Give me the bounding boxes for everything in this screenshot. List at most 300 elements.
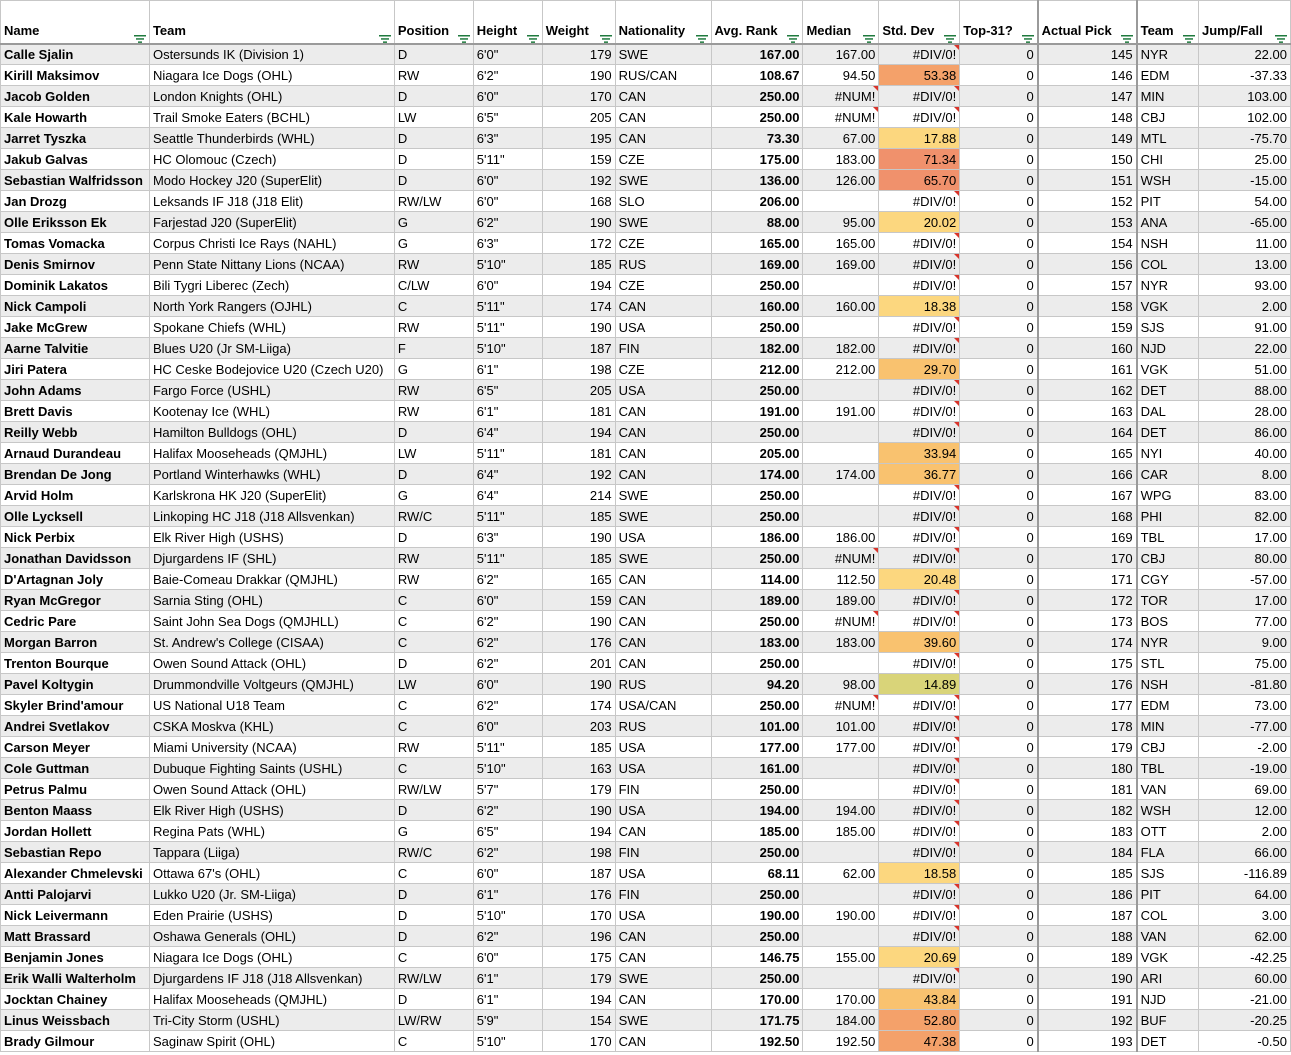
- cell-actual-pick[interactable]: 192: [1038, 1010, 1137, 1031]
- cell-actual-pick[interactable]: 162: [1038, 380, 1137, 401]
- cell-actual-pick[interactable]: 193: [1038, 1031, 1137, 1052]
- cell-std-dev[interactable]: #DIV/0!: [879, 401, 960, 422]
- cell-jump-fall[interactable]: 69.00: [1199, 779, 1291, 800]
- cell-actual-pick[interactable]: 153: [1038, 212, 1137, 233]
- cell-height[interactable]: 5'11": [473, 149, 542, 170]
- cell-weight[interactable]: 192: [542, 464, 615, 485]
- cell-height[interactable]: 6'0": [473, 716, 542, 737]
- cell-name[interactable]: Cole Guttman: [1, 758, 150, 779]
- cell-actual-pick[interactable]: 191: [1038, 989, 1137, 1010]
- cell-top-31[interactable]: 0: [960, 464, 1038, 485]
- cell-std-dev[interactable]: #DIV/0!: [879, 779, 960, 800]
- cell-pick-team[interactable]: TBL: [1137, 758, 1199, 779]
- cell-median[interactable]: 186.00: [803, 527, 879, 548]
- cell-median[interactable]: [803, 842, 879, 863]
- cell-nationality[interactable]: USA: [615, 800, 711, 821]
- filter-icon[interactable]: [379, 30, 391, 40]
- cell-avg-rank[interactable]: 108.67: [711, 65, 803, 86]
- cell-pick-team[interactable]: TBL: [1137, 527, 1199, 548]
- cell-pick-team[interactable]: NYR: [1137, 44, 1199, 65]
- cell-position[interactable]: RW/C: [394, 842, 473, 863]
- cell-actual-pick[interactable]: 151: [1038, 170, 1137, 191]
- cell-actual-pick[interactable]: 176: [1038, 674, 1137, 695]
- cell-top-31[interactable]: 0: [960, 296, 1038, 317]
- cell-median[interactable]: [803, 758, 879, 779]
- cell-top-31[interactable]: 0: [960, 989, 1038, 1010]
- cell-avg-rank[interactable]: 212.00: [711, 359, 803, 380]
- cell-jump-fall[interactable]: 80.00: [1199, 548, 1291, 569]
- cell-median[interactable]: [803, 380, 879, 401]
- cell-jump-fall[interactable]: 83.00: [1199, 485, 1291, 506]
- cell-pick-team[interactable]: VAN: [1137, 926, 1199, 947]
- cell-actual-pick[interactable]: 175: [1038, 653, 1137, 674]
- cell-weight[interactable]: 195: [542, 128, 615, 149]
- cell-weight[interactable]: 187: [542, 863, 615, 884]
- cell-actual-pick[interactable]: 171: [1038, 569, 1137, 590]
- cell-weight[interactable]: 194: [542, 422, 615, 443]
- cell-position[interactable]: RW: [394, 569, 473, 590]
- cell-team[interactable]: US National U18 Team: [149, 695, 394, 716]
- cell-std-dev[interactable]: 43.84: [879, 989, 960, 1010]
- cell-std-dev[interactable]: 18.58: [879, 863, 960, 884]
- cell-actual-pick[interactable]: 150: [1038, 149, 1137, 170]
- cell-weight[interactable]: 176: [542, 884, 615, 905]
- cell-position[interactable]: RW: [394, 548, 473, 569]
- cell-height[interactable]: 6'0": [473, 863, 542, 884]
- cell-nationality[interactable]: FIN: [615, 779, 711, 800]
- cell-jump-fall[interactable]: 25.00: [1199, 149, 1291, 170]
- cell-nationality[interactable]: USA: [615, 527, 711, 548]
- cell-actual-pick[interactable]: 157: [1038, 275, 1137, 296]
- cell-top-31[interactable]: 0: [960, 380, 1038, 401]
- cell-avg-rank[interactable]: 177.00: [711, 737, 803, 758]
- cell-median[interactable]: [803, 968, 879, 989]
- cell-median[interactable]: 165.00: [803, 233, 879, 254]
- cell-position[interactable]: D: [394, 926, 473, 947]
- cell-height[interactable]: 6'1": [473, 401, 542, 422]
- cell-pick-team[interactable]: COL: [1137, 254, 1199, 275]
- cell-median[interactable]: 155.00: [803, 947, 879, 968]
- cell-jump-fall[interactable]: 22.00: [1199, 338, 1291, 359]
- cell-weight[interactable]: 201: [542, 653, 615, 674]
- header-team-2[interactable]: [1137, 1, 1199, 44]
- cell-name[interactable]: Pavel Koltygin: [1, 674, 150, 695]
- cell-top-31[interactable]: 0: [960, 422, 1038, 443]
- cell-jump-fall[interactable]: -15.00: [1199, 170, 1291, 191]
- filter-icon[interactable]: [1022, 30, 1034, 40]
- cell-name[interactable]: Petrus Palmu: [1, 779, 150, 800]
- cell-team[interactable]: Corpus Christi Ice Rays (NAHL): [149, 233, 394, 254]
- cell-jump-fall[interactable]: 62.00: [1199, 926, 1291, 947]
- cell-weight[interactable]: 205: [542, 380, 615, 401]
- cell-jump-fall[interactable]: 75.00: [1199, 653, 1291, 674]
- cell-height[interactable]: 5'9": [473, 1010, 542, 1031]
- cell-avg-rank[interactable]: 194.00: [711, 800, 803, 821]
- cell-position[interactable]: LW: [394, 107, 473, 128]
- cell-weight[interactable]: 190: [542, 674, 615, 695]
- cell-nationality[interactable]: CAN: [615, 1031, 711, 1052]
- cell-height[interactable]: 6'5": [473, 380, 542, 401]
- cell-team[interactable]: Niagara Ice Dogs (OHL): [149, 947, 394, 968]
- cell-std-dev[interactable]: 52.80: [879, 1010, 960, 1031]
- cell-jump-fall[interactable]: 2.00: [1199, 296, 1291, 317]
- cell-top-31[interactable]: 0: [960, 191, 1038, 212]
- cell-std-dev[interactable]: #DIV/0!: [879, 716, 960, 737]
- cell-pick-team[interactable]: VGK: [1137, 359, 1199, 380]
- cell-pick-team[interactable]: DAL: [1137, 401, 1199, 422]
- cell-team[interactable]: St. Andrew's College (CISAA): [149, 632, 394, 653]
- cell-nationality[interactable]: CAN: [615, 611, 711, 632]
- cell-std-dev[interactable]: #DIV/0!: [879, 968, 960, 989]
- cell-nationality[interactable]: CAN: [615, 107, 711, 128]
- cell-actual-pick[interactable]: 166: [1038, 464, 1137, 485]
- cell-team[interactable]: Ostersunds IK (Division 1): [149, 44, 394, 65]
- cell-actual-pick[interactable]: 165: [1038, 443, 1137, 464]
- cell-avg-rank[interactable]: 182.00: [711, 338, 803, 359]
- cell-pick-team[interactable]: WSH: [1137, 800, 1199, 821]
- cell-height[interactable]: 6'2": [473, 65, 542, 86]
- filter-icon[interactable]: [863, 30, 875, 40]
- cell-height[interactable]: 6'5": [473, 107, 542, 128]
- cell-position[interactable]: D: [394, 44, 473, 65]
- cell-top-31[interactable]: 0: [960, 170, 1038, 191]
- cell-avg-rank[interactable]: 169.00: [711, 254, 803, 275]
- cell-jump-fall[interactable]: 13.00: [1199, 254, 1291, 275]
- cell-height[interactable]: 6'5": [473, 821, 542, 842]
- cell-team[interactable]: Miami University (NCAA): [149, 737, 394, 758]
- cell-nationality[interactable]: CAN: [615, 128, 711, 149]
- cell-pick-team[interactable]: NJD: [1137, 989, 1199, 1010]
- cell-team[interactable]: Owen Sound Attack (OHL): [149, 653, 394, 674]
- cell-name[interactable]: Reilly Webb: [1, 422, 150, 443]
- cell-weight[interactable]: 190: [542, 527, 615, 548]
- cell-median[interactable]: 189.00: [803, 590, 879, 611]
- cell-position[interactable]: C: [394, 590, 473, 611]
- cell-median[interactable]: 94.50: [803, 65, 879, 86]
- cell-height[interactable]: 6'2": [473, 212, 542, 233]
- cell-median[interactable]: [803, 779, 879, 800]
- cell-height[interactable]: 6'0": [473, 170, 542, 191]
- cell-actual-pick[interactable]: 182: [1038, 800, 1137, 821]
- cell-team[interactable]: Trail Smoke Eaters (BCHL): [149, 107, 394, 128]
- cell-weight[interactable]: 176: [542, 632, 615, 653]
- cell-std-dev[interactable]: 29.70: [879, 359, 960, 380]
- cell-actual-pick[interactable]: 156: [1038, 254, 1137, 275]
- cell-top-31[interactable]: 0: [960, 212, 1038, 233]
- cell-height[interactable]: 6'0": [473, 674, 542, 695]
- cell-avg-rank[interactable]: 250.00: [711, 317, 803, 338]
- cell-avg-rank[interactable]: 94.20: [711, 674, 803, 695]
- cell-name[interactable]: Jarret Tyszka: [1, 128, 150, 149]
- cell-std-dev[interactable]: 47.38: [879, 1031, 960, 1052]
- cell-std-dev[interactable]: 39.60: [879, 632, 960, 653]
- cell-height[interactable]: 5'11": [473, 548, 542, 569]
- cell-team[interactable]: Fargo Force (USHL): [149, 380, 394, 401]
- cell-top-31[interactable]: 0: [960, 611, 1038, 632]
- cell-median[interactable]: 190.00: [803, 905, 879, 926]
- cell-top-31[interactable]: 0: [960, 1031, 1038, 1052]
- cell-team[interactable]: Penn State Nittany Lions (NCAA): [149, 254, 394, 275]
- cell-jump-fall[interactable]: 86.00: [1199, 422, 1291, 443]
- cell-std-dev[interactable]: 53.38: [879, 65, 960, 86]
- cell-std-dev[interactable]: 65.70: [879, 170, 960, 191]
- cell-actual-pick[interactable]: 190: [1038, 968, 1137, 989]
- cell-jump-fall[interactable]: 66.00: [1199, 842, 1291, 863]
- cell-height[interactable]: 5'7": [473, 779, 542, 800]
- cell-std-dev[interactable]: #DIV/0!: [879, 905, 960, 926]
- cell-pick-team[interactable]: PIT: [1137, 191, 1199, 212]
- cell-weight[interactable]: 175: [542, 947, 615, 968]
- cell-top-31[interactable]: 0: [960, 968, 1038, 989]
- cell-position[interactable]: G: [394, 821, 473, 842]
- cell-team[interactable]: Halifax Mooseheads (QMJHL): [149, 989, 394, 1010]
- cell-nationality[interactable]: CZE: [615, 149, 711, 170]
- cell-median[interactable]: 67.00: [803, 128, 879, 149]
- cell-avg-rank[interactable]: 205.00: [711, 443, 803, 464]
- cell-std-dev[interactable]: #DIV/0!: [879, 548, 960, 569]
- cell-jump-fall[interactable]: 60.00: [1199, 968, 1291, 989]
- cell-team[interactable]: CSKA Moskva (KHL): [149, 716, 394, 737]
- cell-actual-pick[interactable]: 178: [1038, 716, 1137, 737]
- cell-position[interactable]: D: [394, 464, 473, 485]
- cell-top-31[interactable]: 0: [960, 233, 1038, 254]
- cell-team[interactable]: Sarnia Sting (OHL): [149, 590, 394, 611]
- cell-jump-fall[interactable]: 64.00: [1199, 884, 1291, 905]
- cell-team[interactable]: Farjestad J20 (SuperElit): [149, 212, 394, 233]
- cell-nationality[interactable]: CAN: [615, 821, 711, 842]
- header-actual-pick[interactable]: [1038, 1, 1137, 44]
- cell-median[interactable]: 170.00: [803, 989, 879, 1010]
- cell-team[interactable]: Elk River High (USHS): [149, 800, 394, 821]
- filter-icon[interactable]: [134, 30, 146, 40]
- cell-name[interactable]: Erik Walli Walterholm: [1, 968, 150, 989]
- cell-median[interactable]: 183.00: [803, 632, 879, 653]
- cell-pick-team[interactable]: CBJ: [1137, 548, 1199, 569]
- cell-pick-team[interactable]: SJS: [1137, 863, 1199, 884]
- cell-jump-fall[interactable]: -116.89: [1199, 863, 1291, 884]
- cell-weight[interactable]: 190: [542, 611, 615, 632]
- cell-height[interactable]: 6'1": [473, 884, 542, 905]
- cell-std-dev[interactable]: #DIV/0!: [879, 485, 960, 506]
- cell-median[interactable]: 191.00: [803, 401, 879, 422]
- cell-weight[interactable]: 170: [542, 1031, 615, 1052]
- cell-avg-rank[interactable]: 146.75: [711, 947, 803, 968]
- cell-std-dev[interactable]: 71.34: [879, 149, 960, 170]
- cell-pick-team[interactable]: DET: [1137, 380, 1199, 401]
- cell-position[interactable]: LW: [394, 674, 473, 695]
- cell-weight[interactable]: 185: [542, 548, 615, 569]
- cell-median[interactable]: #NUM!: [803, 695, 879, 716]
- cell-median[interactable]: 62.00: [803, 863, 879, 884]
- cell-nationality[interactable]: CAN: [615, 296, 711, 317]
- cell-median[interactable]: [803, 443, 879, 464]
- cell-avg-rank[interactable]: 73.30: [711, 128, 803, 149]
- cell-avg-rank[interactable]: 250.00: [711, 653, 803, 674]
- cell-name[interactable]: Brendan De Jong: [1, 464, 150, 485]
- cell-avg-rank[interactable]: 250.00: [711, 842, 803, 863]
- cell-top-31[interactable]: 0: [960, 254, 1038, 275]
- cell-actual-pick[interactable]: 185: [1038, 863, 1137, 884]
- filter-icon[interactable]: [458, 30, 470, 40]
- cell-nationality[interactable]: CZE: [615, 359, 711, 380]
- cell-pick-team[interactable]: WPG: [1137, 485, 1199, 506]
- cell-actual-pick[interactable]: 160: [1038, 338, 1137, 359]
- cell-team[interactable]: Ottawa 67's (OHL): [149, 863, 394, 884]
- cell-name[interactable]: Aarne Talvitie: [1, 338, 150, 359]
- cell-pick-team[interactable]: PHI: [1137, 506, 1199, 527]
- cell-median[interactable]: [803, 926, 879, 947]
- cell-actual-pick[interactable]: 145: [1038, 44, 1137, 65]
- cell-weight[interactable]: 159: [542, 149, 615, 170]
- cell-pick-team[interactable]: PIT: [1137, 884, 1199, 905]
- cell-actual-pick[interactable]: 149: [1038, 128, 1137, 149]
- cell-team[interactable]: Blues U20 (Jr SM-Liiga): [149, 338, 394, 359]
- cell-std-dev[interactable]: #DIV/0!: [879, 506, 960, 527]
- cell-top-31[interactable]: 0: [960, 632, 1038, 653]
- cell-team[interactable]: Tri-City Storm (USHL): [149, 1010, 394, 1031]
- cell-weight[interactable]: 159: [542, 590, 615, 611]
- cell-height[interactable]: 6'4": [473, 485, 542, 506]
- cell-top-31[interactable]: 0: [960, 107, 1038, 128]
- cell-height[interactable]: 5'10": [473, 254, 542, 275]
- filter-icon[interactable]: [1121, 30, 1133, 40]
- cell-nationality[interactable]: CAN: [615, 632, 711, 653]
- cell-std-dev[interactable]: #DIV/0!: [879, 884, 960, 905]
- cell-weight[interactable]: 205: [542, 107, 615, 128]
- cell-position[interactable]: C: [394, 611, 473, 632]
- cell-weight[interactable]: 214: [542, 485, 615, 506]
- cell-position[interactable]: RW: [394, 380, 473, 401]
- cell-actual-pick[interactable]: 164: [1038, 422, 1137, 443]
- cell-weight[interactable]: 198: [542, 842, 615, 863]
- cell-nationality[interactable]: SWE: [615, 506, 711, 527]
- cell-jump-fall[interactable]: -37.33: [1199, 65, 1291, 86]
- cell-name[interactable]: Andrei Svetlakov: [1, 716, 150, 737]
- cell-actual-pick[interactable]: 158: [1038, 296, 1137, 317]
- cell-weight[interactable]: 194: [542, 989, 615, 1010]
- cell-name[interactable]: Arnaud Durandeau: [1, 443, 150, 464]
- cell-avg-rank[interactable]: 250.00: [711, 695, 803, 716]
- cell-top-31[interactable]: 0: [960, 821, 1038, 842]
- cell-position[interactable]: D: [394, 527, 473, 548]
- cell-position[interactable]: C: [394, 632, 473, 653]
- cell-position[interactable]: D: [394, 170, 473, 191]
- cell-nationality[interactable]: SWE: [615, 1010, 711, 1031]
- cell-pick-team[interactable]: FLA: [1137, 842, 1199, 863]
- cell-nationality[interactable]: SWE: [615, 548, 711, 569]
- cell-jump-fall[interactable]: 17.00: [1199, 590, 1291, 611]
- cell-jump-fall[interactable]: -2.00: [1199, 737, 1291, 758]
- cell-name[interactable]: John Adams: [1, 380, 150, 401]
- cell-jump-fall[interactable]: 102.00: [1199, 107, 1291, 128]
- cell-actual-pick[interactable]: 174: [1038, 632, 1137, 653]
- cell-jump-fall[interactable]: -75.70: [1199, 128, 1291, 149]
- cell-top-31[interactable]: 0: [960, 884, 1038, 905]
- cell-pick-team[interactable]: STL: [1137, 653, 1199, 674]
- cell-pick-team[interactable]: EDM: [1137, 65, 1199, 86]
- cell-team[interactable]: London Knights (OHL): [149, 86, 394, 107]
- cell-jump-fall[interactable]: 22.00: [1199, 44, 1291, 65]
- cell-pick-team[interactable]: VGK: [1137, 947, 1199, 968]
- cell-team[interactable]: Modo Hockey J20 (SuperElit): [149, 170, 394, 191]
- cell-actual-pick[interactable]: 152: [1038, 191, 1137, 212]
- cell-std-dev[interactable]: #DIV/0!: [879, 842, 960, 863]
- cell-height[interactable]: 6'2": [473, 695, 542, 716]
- cell-height[interactable]: 6'4": [473, 422, 542, 443]
- cell-height[interactable]: 6'3": [473, 233, 542, 254]
- cell-jump-fall[interactable]: 73.00: [1199, 695, 1291, 716]
- cell-median[interactable]: 192.50: [803, 1031, 879, 1052]
- cell-position[interactable]: C: [394, 863, 473, 884]
- cell-top-31[interactable]: 0: [960, 1010, 1038, 1031]
- cell-jump-fall[interactable]: -20.25: [1199, 1010, 1291, 1031]
- cell-position[interactable]: RW/LW: [394, 191, 473, 212]
- cell-std-dev[interactable]: 20.69: [879, 947, 960, 968]
- cell-std-dev[interactable]: #DIV/0!: [879, 107, 960, 128]
- cell-nationality[interactable]: SWE: [615, 968, 711, 989]
- cell-nationality[interactable]: CAN: [615, 926, 711, 947]
- cell-name[interactable]: Jocktan Chainey: [1, 989, 150, 1010]
- cell-weight[interactable]: 185: [542, 506, 615, 527]
- filter-icon[interactable]: [1275, 30, 1287, 40]
- cell-median[interactable]: #NUM!: [803, 86, 879, 107]
- cell-avg-rank[interactable]: 171.75: [711, 1010, 803, 1031]
- cell-avg-rank[interactable]: 250.00: [711, 968, 803, 989]
- header-weight[interactable]: [542, 1, 615, 44]
- cell-team[interactable]: Saint John Sea Dogs (QMJHLL): [149, 611, 394, 632]
- cell-position[interactable]: RW: [394, 737, 473, 758]
- cell-avg-rank[interactable]: 101.00: [711, 716, 803, 737]
- cell-height[interactable]: 6'2": [473, 611, 542, 632]
- cell-actual-pick[interactable]: 148: [1038, 107, 1137, 128]
- cell-nationality[interactable]: RUS: [615, 716, 711, 737]
- cell-name[interactable]: Arvid Holm: [1, 485, 150, 506]
- cell-pick-team[interactable]: ARI: [1137, 968, 1199, 989]
- cell-jump-fall[interactable]: -0.50: [1199, 1031, 1291, 1052]
- cell-nationality[interactable]: USA: [615, 737, 711, 758]
- cell-nationality[interactable]: RUS/CAN: [615, 65, 711, 86]
- cell-actual-pick[interactable]: 186: [1038, 884, 1137, 905]
- cell-name[interactable]: Trenton Bourque: [1, 653, 150, 674]
- cell-position[interactable]: D: [394, 989, 473, 1010]
- cell-team[interactable]: Tappara (Liiga): [149, 842, 394, 863]
- cell-team[interactable]: Linkoping HC J18 (J18 Allsvenkan): [149, 506, 394, 527]
- cell-weight[interactable]: 181: [542, 401, 615, 422]
- cell-nationality[interactable]: CAN: [615, 86, 711, 107]
- cell-position[interactable]: F: [394, 338, 473, 359]
- cell-team[interactable]: Portland Winterhawks (WHL): [149, 464, 394, 485]
- cell-position[interactable]: RW: [394, 317, 473, 338]
- cell-avg-rank[interactable]: 250.00: [711, 485, 803, 506]
- cell-std-dev[interactable]: 36.77: [879, 464, 960, 485]
- cell-std-dev[interactable]: #DIV/0!: [879, 653, 960, 674]
- cell-actual-pick[interactable]: 172: [1038, 590, 1137, 611]
- cell-pick-team[interactable]: MTL: [1137, 128, 1199, 149]
- cell-median[interactable]: [803, 653, 879, 674]
- cell-nationality[interactable]: SWE: [615, 212, 711, 233]
- cell-nationality[interactable]: RUS: [615, 674, 711, 695]
- cell-avg-rank[interactable]: 160.00: [711, 296, 803, 317]
- cell-name[interactable]: Jacob Golden: [1, 86, 150, 107]
- cell-position[interactable]: RW: [394, 254, 473, 275]
- cell-median[interactable]: 174.00: [803, 464, 879, 485]
- cell-name[interactable]: Tomas Vomacka: [1, 233, 150, 254]
- cell-nationality[interactable]: CAN: [615, 401, 711, 422]
- cell-jump-fall[interactable]: 82.00: [1199, 506, 1291, 527]
- cell-jump-fall[interactable]: 28.00: [1199, 401, 1291, 422]
- cell-name[interactable]: Alexander Chmelevski: [1, 863, 150, 884]
- cell-avg-rank[interactable]: 250.00: [711, 611, 803, 632]
